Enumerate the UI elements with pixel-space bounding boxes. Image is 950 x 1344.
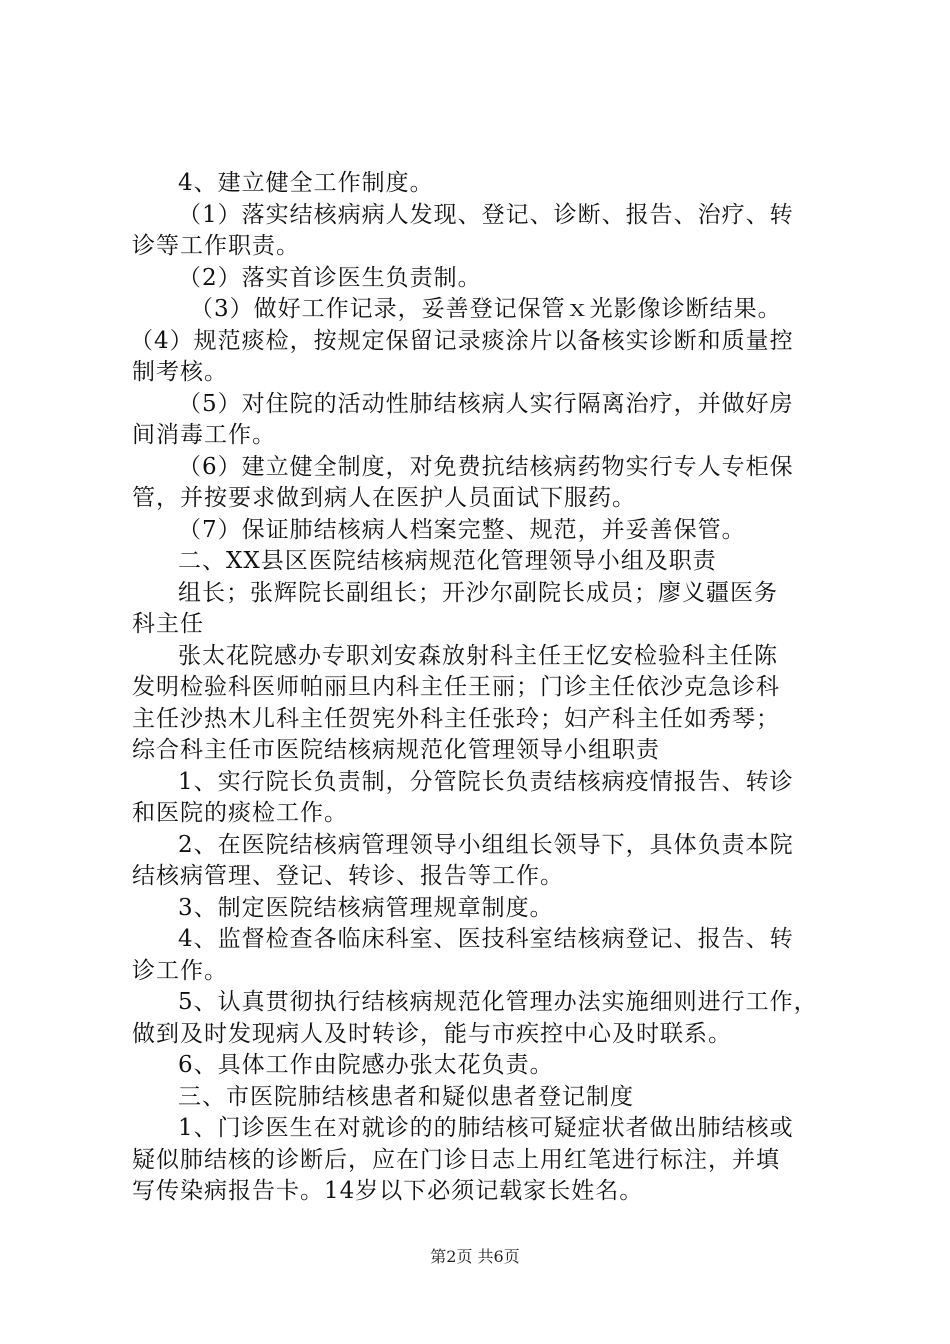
text-line: 1、实行院长负责制，分管院长负责结核病疫情报告、转诊 [178,768,794,795]
text-line: （2）落实首诊医生负责制。 [178,264,482,291]
text-line: 主任沙热木儿科主任贺宪外科主任张玲；妇产科主任如秀琴； [132,705,780,732]
text-line: 2、在医院结核病管理领导小组组长领导下，具体负责本院 [178,831,794,858]
text-line: （6）建立健全制度，对免费抗结核病药物实行专人专柜保 [178,453,794,480]
text-line: 组长；张辉院长副组长；开沙尔副院长成员；廖义疆医务 [178,579,778,606]
text-line: 写传染病报告卡。14岁以下必须记载家长姓名。 [132,1178,644,1204]
text-line: 5、认真贯彻执行结核病规范化管理办法实施细则进行工作， [178,989,818,1015]
text-line: 4、监督检查各临床科室、医技科室结核病登记、报告、转 [178,926,794,952]
text-line: 4、建立健全工作制度。 [178,170,434,196]
text-line: 诊工作。 [132,957,228,984]
text-line: 6、具体工作由院感办张太花负责。 [178,1052,554,1078]
text-line: 诊等工作职责。 [132,233,300,259]
text-line: 张太花院感办专职刘安森放射科主任王忆安检验科主任陈 [178,642,778,669]
text-line: 和医院的痰检工作。 [132,800,348,826]
section-heading: 二、XX县区医院结核病规范化管理领导小组及职责 [178,548,717,574]
text-line: 结核病管理、登记、转诊、报告等工作。 [132,863,564,889]
text-line: （4）规范痰检，按规定保留记录痰涂片以备核实诊断和质量控 [130,327,794,354]
text-line: 科主任 [132,611,204,637]
text-line: （7）保证肺结核病人档案完整、规范，并妥善保管。 [178,516,746,543]
text-line: 管，并按要求做到病人在医护人员面试下服药。 [132,485,636,511]
text-line: 疑似肺结核的诊断后，应在门诊日志上用红笔进行标注，并填 [132,1146,780,1173]
text-line: 做到及时发现病人及时转诊，能与市疾控中心及时联系。 [132,1020,732,1047]
text-line: （3）做好工作记录，妥善登记保管ｘ光影像诊断结果。 [190,296,782,322]
text-line: （1）落实结核病病人发现、登记、诊断、报告、治疗、转 [178,201,794,228]
text-line: 间消毒工作。 [132,422,276,448]
document-body [132,168,832,1208]
text-line: 1、门诊医生在对就诊的的肺结核可疑症状者做出肺结核或 [178,1115,794,1141]
text-line: 发明检验科医师帕丽旦内科主任王丽；门诊主任依沙克急诊科 [132,674,780,700]
text-line: （5）对住院的活动性肺结核病人实行隔离治疗，并做好房 [178,390,794,417]
text-line: 3、制定医院结核病管理规章制度。 [178,894,554,921]
text-line: 综合科主任市医院结核病规范化管理领导小组职责 [132,737,660,763]
section-heading: 三、市医院肺结核患者和疑似患者登记制度 [178,1083,634,1110]
page-number-footer: 第2页 共6页 [430,1247,520,1266]
text-line: 制考核。 [132,359,228,385]
